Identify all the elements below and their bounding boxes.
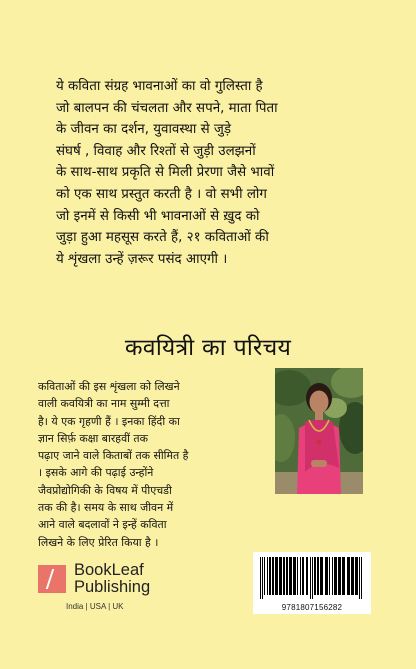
back-cover-blurb [56,76,360,270]
publisher-regions: India | USA | UK [66,602,124,611]
barcode-bars [259,557,365,599]
bio-line: । इसके आगे की पढ़ाई उन्होंने [38,466,154,480]
bio-line: लिखने के लिए प्रेरित किया है । [38,535,159,549]
bio-line: कविताओं की इस शृंखला को लिखने [38,380,180,393]
blurb-line: को एक साथ प्रस्तुत करती है । वो सभी लोग [56,186,267,202]
blurb-line: ये कविता संग्रह भावनाओं का वो गुलिस्ता है [56,79,263,94]
publisher-name-line1: BookLeaf [74,561,144,579]
blurb-line: के साथ-साथ प्रकृति से मिली प्रेरणा जैसे भावों [56,165,275,181]
blurb-line: के जीवन का दर्शन, युवावस्था से जुड़े [56,122,232,138]
blurb-line: संघर्ष , विवाह और रिश्तों से जुड़ी उलझनों [56,143,256,159]
blurb-line: ये शृंखला उन्हें ज़रूर पसंद आएगी । [56,251,228,267]
publisher-name-line2: Publishing [74,578,151,596]
bio-line: ज्ञान सिर्फ़ कक्षा बारहवीं तक [38,431,148,445]
blurb-line: जो बालपन की चंचलता और सपने, माता पिता [56,100,278,116]
bio-line: आने वाले बदलावों ने इन्हें कविता [38,518,167,532]
blurb-line: जो इनमें से किसी भी भावनाओं से ख़ुद को [56,208,260,224]
bio-line: जैवप्रोद्योगिकी के विषय में पीएचडी [38,483,172,497]
isbn-barcode [253,552,371,614]
bio-line: वाली कवयित्री का नाम सुम्मी दत्ता [38,397,170,411]
bio-line: पढ़ाए जाने वाले किताबों तक सीमित है [38,449,189,463]
bookleaf-leaf-icon [38,565,66,593]
isbn-number: 9781807156282 [281,603,343,612]
bio-line: तक की है। समय के साथ जीवन में [38,501,174,515]
author-photo [275,368,363,494]
author-bio [38,378,256,551]
blurb-line: जुड़ा हुआ महसूस करते हैं, २१ कविताओं की [56,230,269,246]
about-author-heading: कवयित्री का परिचय [124,335,292,361]
publisher-name [74,562,214,596]
bio-line: है। ये एक गृहणी हैं । इनका हिंदी का [38,414,180,428]
